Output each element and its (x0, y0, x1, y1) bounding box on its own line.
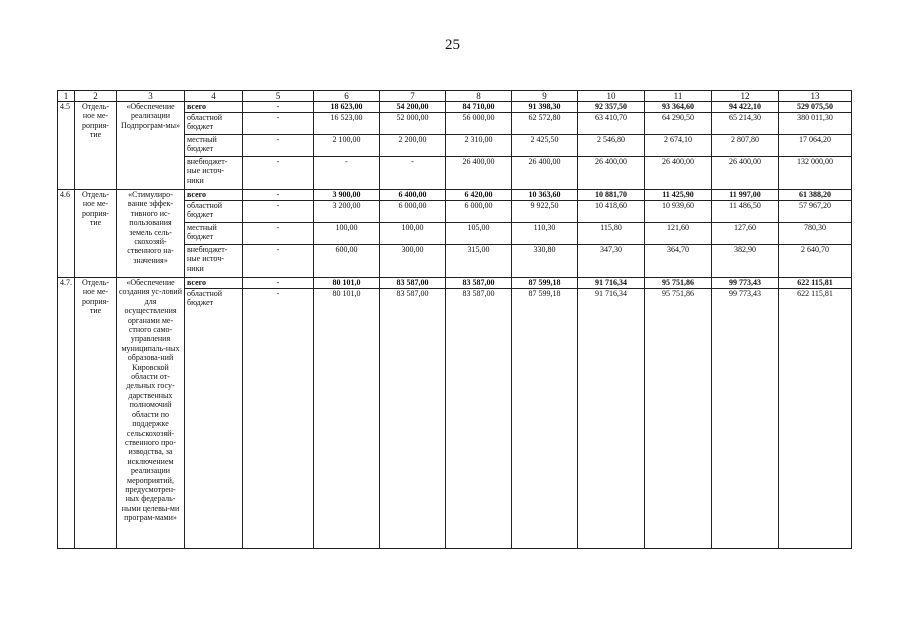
value-cell: 11 997,00 (712, 190, 779, 201)
value-cell: 87 599,18 (512, 289, 578, 549)
value-cell: 94 422,10 (712, 102, 779, 113)
column-header: 8 (446, 91, 512, 102)
value-cell: 622 115,81 (779, 289, 852, 549)
column-5-cell: - (243, 190, 314, 201)
value-cell: 26 400,00 (712, 157, 779, 190)
page-number: 25 (445, 37, 460, 53)
value-cell: 16 523,00 (314, 113, 380, 135)
value-cell: 10 881,70 (578, 190, 645, 201)
section-type: Отдель- ное ме- роприя- тие (75, 102, 117, 190)
value-cell: 83 587,00 (380, 278, 446, 289)
value-cell: 110,30 (512, 223, 578, 245)
value-cell: 63 410,70 (578, 113, 645, 135)
funding-source: областной бюджет (185, 289, 243, 549)
value-cell: 2 100,00 (314, 135, 380, 157)
column-header: 1 (58, 91, 75, 102)
value-cell: 26 400,00 (645, 157, 712, 190)
value-cell: 10 363,60 (512, 190, 578, 201)
column-5-cell: - (243, 157, 314, 190)
value-cell: 2 310,00 (446, 135, 512, 157)
funding-source: внебюджет-ные источ-ники (185, 245, 243, 278)
column-header: 10 (578, 91, 645, 102)
column-5-cell: - (243, 102, 314, 113)
value-cell: 80 101,0 (314, 278, 380, 289)
funding-source: областной бюджет (185, 113, 243, 135)
value-cell: 3 900,00 (314, 190, 380, 201)
value-cell: 364,70 (645, 245, 712, 278)
value-cell: 17 064,20 (779, 135, 852, 157)
section-type: Отдель- ное ме- роприя- тие (75, 278, 117, 549)
value-cell: 95 751,86 (645, 289, 712, 549)
section-number: 4.7. (58, 278, 75, 549)
column-5-cell: - (243, 201, 314, 223)
value-cell: 83 587,00 (446, 278, 512, 289)
funding-source: всего (185, 190, 243, 201)
value-cell: 600,00 (314, 245, 380, 278)
value-cell: 6 420,00 (446, 190, 512, 201)
value-cell: 9 922,50 (512, 201, 578, 223)
value-cell: 2 200,00 (380, 135, 446, 157)
value-cell: 10 418,60 (578, 201, 645, 223)
value-cell: 6 000,00 (446, 201, 512, 223)
value-cell: 83 587,00 (446, 289, 512, 549)
value-cell: 121,60 (645, 223, 712, 245)
value-cell: 91 398,30 (512, 102, 578, 113)
value-cell: 2 807,80 (712, 135, 779, 157)
value-cell: 54 200,00 (380, 102, 446, 113)
value-cell: 52 000,00 (380, 113, 446, 135)
column-5-cell: - (243, 113, 314, 135)
column-header: 9 (512, 91, 578, 102)
value-cell: 6 000,00 (380, 201, 446, 223)
value-cell: 26 400,00 (578, 157, 645, 190)
column-header: 5 (243, 91, 314, 102)
value-cell: 2 674,10 (645, 135, 712, 157)
value-cell: 26 400,00 (446, 157, 512, 190)
column-5-cell: - (243, 289, 314, 549)
section-number: 4.6 (58, 190, 75, 278)
value-cell: - (380, 157, 446, 190)
value-cell: 91 716,34 (578, 278, 645, 289)
section-name: «Стимулиро-вание эффек-тивного ис-пользования земель сель-скохозяй-ственного на-значения» (117, 190, 185, 278)
value-cell: 132 000,00 (779, 157, 852, 190)
value-cell: - (314, 157, 380, 190)
table-row (58, 102, 852, 113)
value-cell: 57 967,20 (779, 201, 852, 223)
column-5-cell: - (243, 223, 314, 245)
value-cell: 18 623,00 (314, 102, 380, 113)
column-header: 4 (185, 91, 243, 102)
value-cell: 56 000,00 (446, 113, 512, 135)
value-cell: 2 640,70 (779, 245, 852, 278)
value-cell: 2 425,50 (512, 135, 578, 157)
value-cell: 330,80 (512, 245, 578, 278)
section-number: 4.5 (58, 102, 75, 190)
value-cell: 99 773,43 (712, 278, 779, 289)
column-5-cell: - (243, 135, 314, 157)
value-cell: 529 075,50 (779, 102, 852, 113)
value-cell: 62 572,80 (512, 113, 578, 135)
column-5-cell: - (243, 245, 314, 278)
table-row (58, 190, 852, 201)
value-cell: 80 101,0 (314, 289, 380, 549)
column-header: 13 (779, 91, 852, 102)
column-header: 12 (712, 91, 779, 102)
value-cell: 65 214,30 (712, 113, 779, 135)
column-header: 2 (75, 91, 117, 102)
value-cell: 3 200,00 (314, 201, 380, 223)
value-cell: 315,00 (446, 245, 512, 278)
value-cell: 2 546,80 (578, 135, 645, 157)
column-header: 3 (117, 91, 185, 102)
value-cell: 91 716,34 (578, 289, 645, 549)
value-cell: 61 388,20 (779, 190, 852, 201)
funding-source: всего (185, 102, 243, 113)
budget-table (57, 90, 852, 549)
value-cell: 93 364,60 (645, 102, 712, 113)
value-cell: 347,30 (578, 245, 645, 278)
value-cell: 83 587,00 (380, 289, 446, 549)
value-cell: 127,60 (712, 223, 779, 245)
section-name: «Обеспечение реализации Подпрограм-мы» (117, 102, 185, 190)
value-cell: 87 599,18 (512, 278, 578, 289)
section-type: Отдель- ное ме- роприя- тие (75, 190, 117, 278)
column-5-cell: - (243, 278, 314, 289)
value-cell: 100,00 (380, 223, 446, 245)
value-cell: 380 011,30 (779, 113, 852, 135)
column-header: 6 (314, 91, 380, 102)
value-cell: 95 751,86 (645, 278, 712, 289)
section-name: «Обеспечение создания ус-ловий для осуществления органами ме-стного само-управления муниципаль-ных образова-ний Кировской области от-дельных госу-дарственных полномочий области по поддержке сельскохозяй-ственного про-изводства, за исключением реализации мероприятий, предусмотрен-ных федераль-ными целевы-ми програм-мами» (117, 278, 185, 549)
column-header: 11 (645, 91, 712, 102)
value-cell: 382,90 (712, 245, 779, 278)
value-cell: 64 290,50 (645, 113, 712, 135)
value-cell: 99 773,43 (712, 289, 779, 549)
value-cell: 10 939,60 (645, 201, 712, 223)
value-cell: 26 400,00 (512, 157, 578, 190)
funding-source: местный бюджет (185, 135, 243, 157)
table-header-row (58, 91, 852, 102)
table-row (58, 278, 852, 289)
funding-source: местный бюджет (185, 223, 243, 245)
value-cell: 105,00 (446, 223, 512, 245)
funding-source: областной бюджет (185, 201, 243, 223)
funding-source: внебюджет-ные источ-ники (185, 157, 243, 190)
value-cell: 780,30 (779, 223, 852, 245)
value-cell: 300,00 (380, 245, 446, 278)
column-header: 7 (380, 91, 446, 102)
value-cell: 6 400,00 (380, 190, 446, 201)
value-cell: 11 486,50 (712, 201, 779, 223)
value-cell: 115,80 (578, 223, 645, 245)
value-cell: 84 710,00 (446, 102, 512, 113)
value-cell: 622 115,81 (779, 278, 852, 289)
value-cell: 11 425,90 (645, 190, 712, 201)
value-cell: 100,00 (314, 223, 380, 245)
value-cell: 92 357,50 (578, 102, 645, 113)
funding-source: всего (185, 278, 243, 289)
